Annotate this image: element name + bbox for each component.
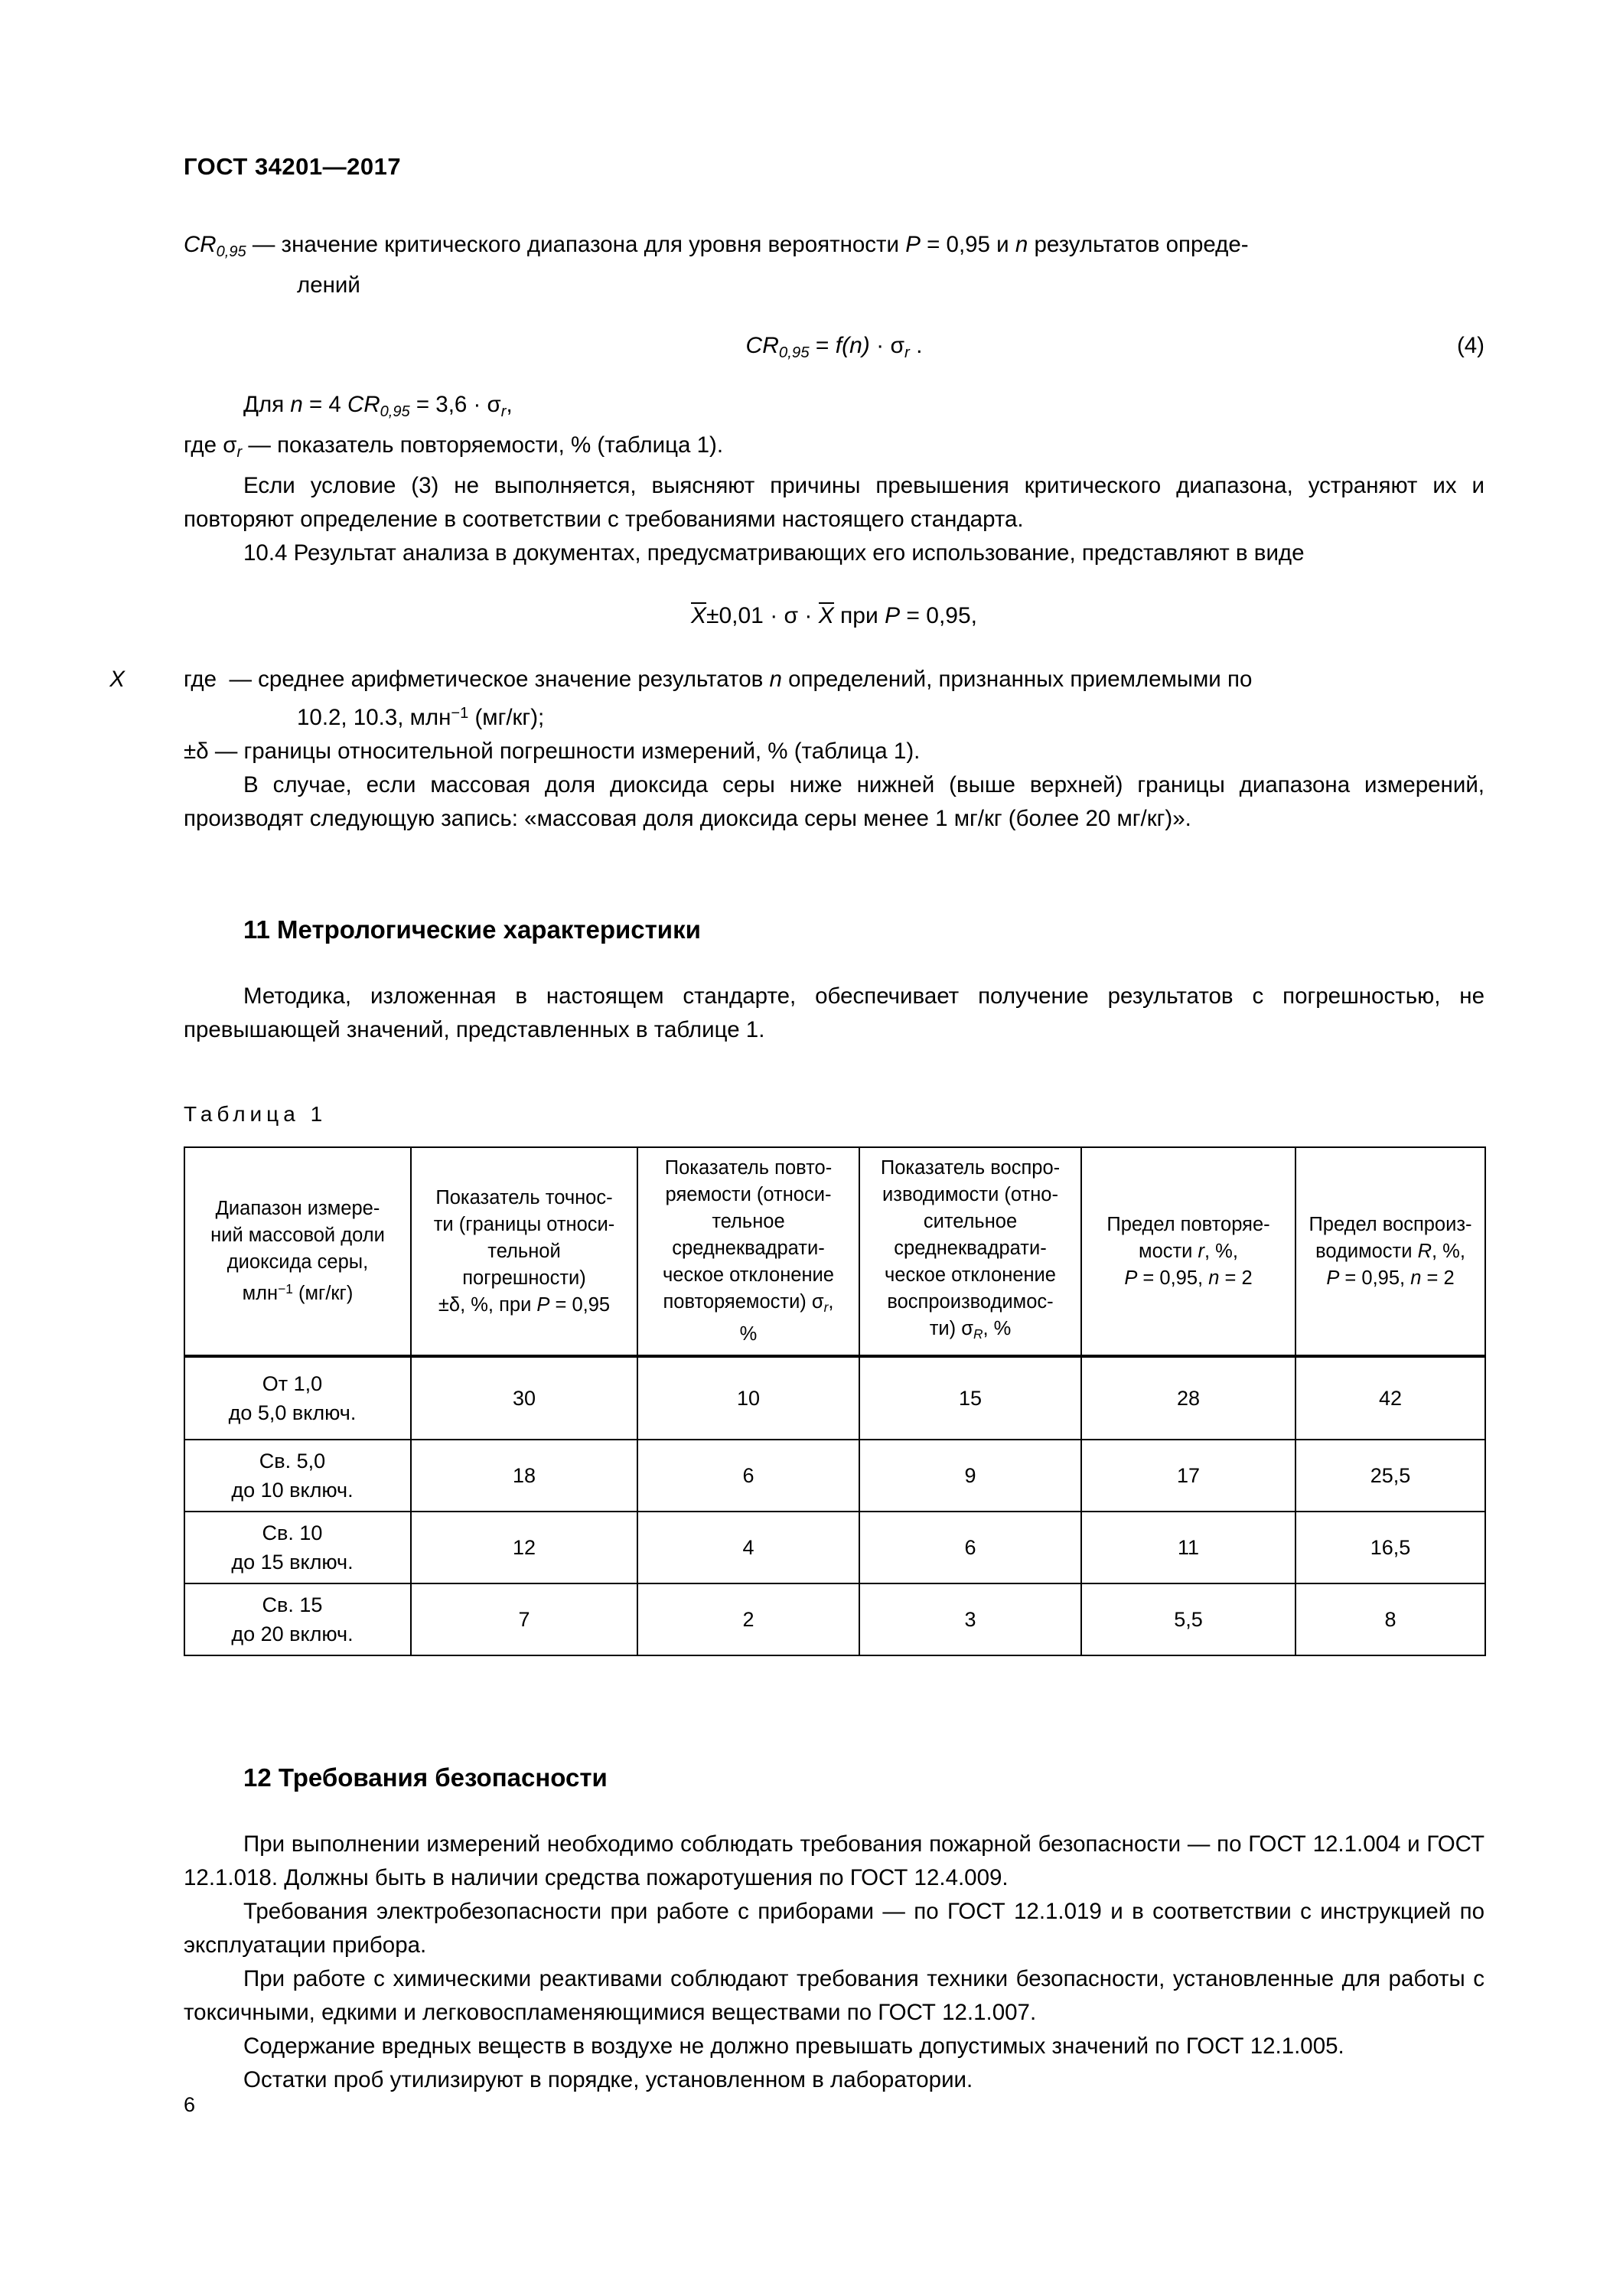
- cell-range: [184, 1356, 411, 1440]
- header-R-units: , %,: [1431, 1240, 1465, 1262]
- header-line: Диапазон измере-: [215, 1198, 380, 1220]
- header-line: ти (границы относи-: [433, 1213, 615, 1235]
- header-line: ний массовой доли: [210, 1225, 385, 1247]
- formula-4-row: [184, 333, 1484, 362]
- cr-continuation: лений: [297, 272, 360, 298]
- where-x-units-prefix: 10.2, 10.3, млн: [297, 705, 451, 731]
- cell-limit-r: 17: [1081, 1440, 1295, 1512]
- header-n-symbol: n: [1410, 1267, 1422, 1289]
- where-delta-definition: [184, 735, 1484, 768]
- header-p-value: = 0,95,: [1137, 1267, 1209, 1289]
- cell-accuracy: 30: [411, 1356, 637, 1440]
- cell-repeatability: 6: [637, 1440, 859, 1512]
- where-n-symbol: n: [769, 667, 782, 693]
- paragraph-if-condition: Если условие (3) не выполняется, выясняют причины превышения критического диапазона, устраняют их и повторяют определение в соответствии с требованиями настоящего стандарта.: [184, 473, 1484, 533]
- cell-range: [184, 1583, 411, 1655]
- header-n-value: = 2: [1421, 1267, 1455, 1289]
- formula-4-body: [745, 333, 923, 362]
- cell-reproducibility: 9: [859, 1440, 1081, 1512]
- metrology-table: [184, 1146, 1486, 1656]
- section-12-heading: 12 Требования безопасности: [243, 1763, 608, 1792]
- header-repeatability: [637, 1147, 859, 1356]
- for-n-sigma: σ: [487, 392, 501, 418]
- header-repeatability-limit: [1081, 1147, 1295, 1356]
- cr-eq: = 0,95 и: [920, 232, 1015, 257]
- header-p-symbol: P: [1124, 1267, 1138, 1289]
- for-n-eq: = 4: [302, 392, 348, 418]
- header-sigma-symbol: σ: [811, 1291, 824, 1313]
- where-x-definition: где X — среднее арифметическое значение результатов n определений, признанных приемлемыми по 10.2, 10.3, млн$^{-1}$ (мг/кг);: [109, 667, 1253, 731]
- header-delta-symbol: ±δ: [438, 1293, 461, 1316]
- cr-definition: [184, 228, 1484, 302]
- header-sigma-symbol: σ: [961, 1318, 973, 1340]
- standard-header: ГОСТ 34201—2017: [184, 153, 402, 180]
- header-r-symbol: r: [1198, 1240, 1205, 1262]
- table-caption: Таблица 1: [184, 1102, 328, 1127]
- sigma-r-prefix: где: [184, 432, 223, 458]
- header-unit-suffix: (мг/кг): [292, 1283, 354, 1305]
- header-line: Предел повторяе-: [1106, 1213, 1270, 1235]
- formula4-fn-arg: (n): [842, 333, 870, 359]
- header-delta-text: , %, при: [460, 1293, 537, 1316]
- cr-text-1: значение критического диапазона для уровня вероятности: [281, 232, 906, 257]
- cr-p-symbol: P: [905, 232, 921, 257]
- header-line: тельной: [487, 1240, 561, 1262]
- page-content: [109, 153, 1484, 2097]
- cell-repeatability: 2: [637, 1583, 859, 1655]
- result-dot: ·: [798, 603, 819, 629]
- result-formula-body: [691, 603, 977, 628]
- cell-reproducibility: 15: [859, 1356, 1081, 1440]
- header-line: погрешности): [462, 1267, 586, 1289]
- header-line: Показатель повто-: [664, 1157, 833, 1179]
- header-line: тельное: [712, 1211, 785, 1233]
- result-formula-row: [184, 602, 1484, 629]
- cell-accuracy: 12: [411, 1512, 637, 1583]
- section-12-paragraph-5: Остатки проб утилизируют в порядке, установленном в лаборатории.: [243, 2067, 973, 2093]
- header-line: ческое отклонение: [885, 1264, 1056, 1287]
- where-x-units-suffix: (мг/кг);: [468, 705, 545, 731]
- header-line: ряемости (относи-: [665, 1184, 832, 1206]
- where-x-units-sup: −1: [451, 705, 469, 722]
- paragraph-out-of-range: В случае, если массовая доля диоксида серы ниже нижней (выше верхней) границы диапазона измерений, производят следующую запись: «массовая доля диоксида серы менее 1 мг/кг (более 20 мг/кг)».: [184, 772, 1484, 832]
- range-line-1: Св. 15: [262, 1593, 323, 1617]
- cell-limit-R: 25,5: [1295, 1440, 1485, 1512]
- formula4-sigma-sub: r: [904, 344, 910, 362]
- cr-n-symbol: n: [1015, 232, 1028, 257]
- section-11-paragraph: Методика, изложенная в настоящем стандарте, обеспечивает получение результатов с погрешностью, не превышающей значений, представленных в таблице 1.: [184, 983, 1484, 1043]
- cell-reproducibility: 6: [859, 1512, 1081, 1583]
- header-p-symbol: P: [536, 1293, 550, 1316]
- cr-symbol: CR: [184, 232, 217, 257]
- header-p-value: = 0,95: [549, 1293, 611, 1316]
- cell-repeatability: 4: [637, 1512, 859, 1583]
- where-delta-text: — границы относительной погрешности измерений, % (таблица 1).: [208, 739, 921, 765]
- header-unit-sup: −1: [278, 1281, 293, 1297]
- x-bar-2: X: [818, 603, 834, 629]
- header-sigma-text: ти): [929, 1318, 962, 1340]
- header-n-value: = 2: [1219, 1267, 1253, 1289]
- table-header-row: [184, 1147, 1485, 1356]
- where-x-text-2: определений, признанных приемлемыми по: [781, 667, 1253, 693]
- header-accuracy: [411, 1147, 637, 1356]
- for-n-symbol: n: [290, 392, 303, 418]
- for-n-value: = 3,6 ·: [409, 392, 487, 418]
- header-line: Предел воспроиз-: [1309, 1213, 1472, 1235]
- header-sigma-sub: r: [823, 1300, 829, 1316]
- table-row: [184, 1356, 1485, 1440]
- header-line: Показатель точнос-: [435, 1186, 613, 1208]
- range-line-1: Св. 5,0: [259, 1450, 326, 1473]
- sigma-r-definition: [184, 429, 1484, 469]
- header-p-value: = 0,95,: [1339, 1267, 1411, 1289]
- section-12-paragraph-4: Содержание вредных веществ в воздухе не должно превышать допустимых значений по ГОСТ 12.1.005.: [243, 2033, 1344, 2060]
- where-delta-symbol: ±δ: [184, 739, 209, 765]
- header-measurement-range: [184, 1147, 411, 1356]
- cr-text-2: результатов опреде-: [1028, 232, 1249, 257]
- formula4-lhs: CR: [745, 333, 779, 359]
- header-line: среднеквадрати-: [672, 1238, 825, 1260]
- cell-limit-R: 42: [1295, 1356, 1485, 1440]
- cell-limit-R: 16,5: [1295, 1512, 1485, 1583]
- result-pm: ±0,01 ·: [706, 603, 784, 629]
- for-n-equals-4-line: [184, 388, 1484, 429]
- range-line-2: до 15 включ.: [231, 1551, 354, 1574]
- cell-repeatability: 10: [637, 1356, 859, 1440]
- cr-subscript: 0,95: [216, 243, 246, 261]
- cell-range: [184, 1512, 411, 1583]
- table-row: [184, 1512, 1485, 1583]
- header-line: воспроизводимос-: [887, 1291, 1054, 1313]
- result-p-value: = 0,95,: [900, 603, 978, 629]
- section-12-paragraph-1: При выполнении измерений необходимо соблюдать требования пожарной безопасности — по ГОСТ 12.1.004 и ГОСТ 12.1.018. Должны быть в наличии средства пожаротушения по ГОСТ 12.4.009.: [184, 1831, 1484, 1891]
- for-n-cr: CR: [347, 392, 380, 418]
- header-sigma-sub: R: [973, 1326, 983, 1342]
- cell-limit-r: 28: [1081, 1356, 1295, 1440]
- header-sigma-units: , %: [983, 1318, 1012, 1340]
- header-sigma-text: повторяемости): [663, 1291, 812, 1313]
- formula-4-number: (4): [1456, 333, 1484, 359]
- cell-accuracy: 18: [411, 1440, 637, 1512]
- page-number: 6: [184, 2093, 196, 2116]
- for-n-prefix: Для: [243, 392, 291, 418]
- x-bar-1: X: [690, 603, 706, 629]
- formula4-lhs-sub: 0,95: [778, 344, 810, 362]
- table-row: [184, 1583, 1485, 1655]
- paragraph-10-4: 10.4 Результат анализа в документах, предусматривающих его использование, представляют в виде: [243, 540, 1305, 566]
- result-pri: при: [833, 603, 885, 629]
- formula4-dot: ·: [869, 333, 891, 359]
- range-line-2: до 5,0 включ.: [228, 1401, 357, 1425]
- sigma-r-sub: r: [236, 444, 243, 461]
- sigma-r-text: — показатель повторяемости, % (таблица 1).: [242, 432, 724, 458]
- for-n-cr-sub: 0,95: [380, 403, 410, 421]
- cell-limit-R: 8: [1295, 1583, 1485, 1655]
- table-row: [184, 1440, 1485, 1512]
- header-line: изводимости (отно-: [882, 1184, 1058, 1206]
- result-p-symbol: P: [885, 603, 901, 629]
- sigma-r-symbol: σ: [223, 432, 237, 458]
- cell-limit-r: 5,5: [1081, 1583, 1295, 1655]
- range-line-1: Св. 10: [262, 1521, 323, 1545]
- section-12-paragraph-3: При работе с химическими реактивами соблюдают требования техники безопасности, установленные для работы с токсичными, едкими и легковоспламеняющимися веществами по ГОСТ 12.1.007.: [184, 1966, 1484, 2026]
- header-r-units: , %,: [1204, 1240, 1238, 1262]
- cell-reproducibility: 3: [859, 1583, 1081, 1655]
- header-p-symbol: P: [1326, 1267, 1340, 1289]
- range-line-2: до 10 включ.: [231, 1479, 354, 1502]
- formula4-fn: f: [835, 333, 842, 359]
- cell-range: [184, 1440, 411, 1512]
- header-line: мости: [1139, 1240, 1198, 1262]
- header-line: ческое отклонение: [663, 1264, 834, 1287]
- cell-limit-r: 11: [1081, 1512, 1295, 1583]
- where-prefix: где: [184, 667, 223, 693]
- for-n-sigma-sub: r: [500, 403, 507, 421]
- header-reproducibility: [859, 1147, 1081, 1356]
- header-line: Показатель воспро-: [880, 1157, 1061, 1179]
- where-x-text-1: — среднее арифметическое значение результатов: [223, 667, 770, 693]
- range-line-2: до 20 включ.: [231, 1623, 354, 1646]
- formula4-period: .: [909, 333, 923, 359]
- header-reproducibility-limit: [1295, 1147, 1485, 1356]
- section-11-heading: 11 Метрологические характеристики: [243, 915, 701, 944]
- header-percent: %: [739, 1323, 758, 1345]
- header-line: водимости: [1315, 1240, 1418, 1262]
- header-unit-prefix: млн: [242, 1283, 279, 1305]
- header-n-symbol: n: [1208, 1267, 1220, 1289]
- header-R-symbol: R: [1417, 1240, 1432, 1262]
- cell-accuracy: 7: [411, 1583, 637, 1655]
- header-sigma-comma: ,: [828, 1291, 834, 1313]
- formula4-sigma: σ: [890, 333, 904, 359]
- header-line: сительное: [923, 1211, 1018, 1233]
- header-line: диоксида серы,: [227, 1251, 369, 1274]
- result-sigma: σ: [784, 603, 799, 629]
- section-12-paragraph-2: Требования электробезопасности при работе с приборами — по ГОСТ 12.1.019 и в соответствии с инструкцией по эксплуатации прибора.: [184, 1899, 1484, 1958]
- header-line: среднеквадрати-: [894, 1238, 1047, 1260]
- formula4-eq: =: [809, 333, 836, 359]
- for-n-comma: ,: [506, 392, 513, 418]
- range-line-1: От 1,0: [262, 1372, 323, 1396]
- cr-dash: —: [246, 232, 282, 257]
